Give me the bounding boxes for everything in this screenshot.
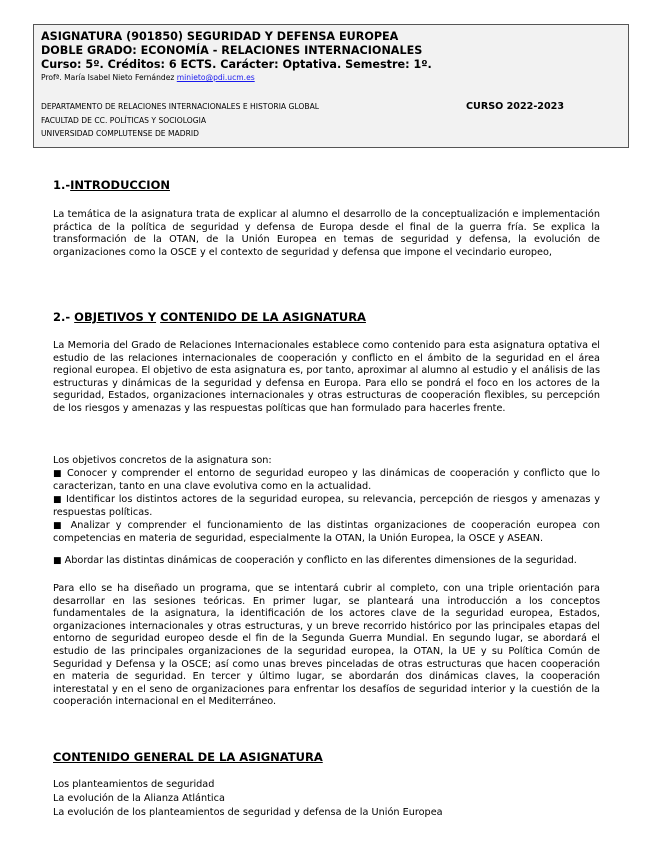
university-line: UNIVERSIDAD COMPLUTENSE DE MADRID	[41, 129, 199, 138]
section-heading-introduccion	[53, 178, 170, 192]
section-title-part1: OBJETIVOS Y	[74, 310, 157, 324]
objectives-paragraph: La Memoria del Grado de Relaciones Internacionales establece como contenido para esta asignatura optativa el estudio de las relaciones internacionales de cooperación y conflicto en el ámbito de la seguridad en el área regional europea. El objetivo de esta asignatura es, por tanto, aproximar al alumno al estudio y el análisis de las estructuras y dinámicas de la seguridad y defensa en Europa. Para ello se pondrá el foco en los actores de la seguridad, Estados, organizaciones internacionales y otras estructuras de cooperación flexibles, su percepción de los riesgos y amenazas y las respuestas políticas que han formulado para hacerles frente.	[53, 340, 600, 414]
content-list-item: La evolución de la Alianza Atlántica	[53, 793, 225, 804]
faculty-line: FACULTAD DE CC. POLÍTICAS Y SOCIOLOGIA	[41, 116, 207, 125]
professor-name: Profª. María Isabel Nieto Fernández	[41, 73, 177, 82]
course-header-box	[33, 24, 629, 148]
content-list-item: Los planteamientos de seguridad	[53, 779, 215, 790]
section-number: 1.-	[53, 178, 71, 192]
section-title: CONTENIDO GENERAL DE LA ASIGNATURA	[53, 750, 323, 764]
objective-item	[53, 468, 600, 493]
objective-text: Analizar y comprender el funcionamiento de las distintas organizaciones de cooperación europea con competencias en materia de seguridad, especialmente la OTAN, la Unión Europea, la OSCE y ASEAN.	[53, 520, 600, 544]
degree-line: DOBLE GRADO: ECONOMÍA - RELACIONES INTERNACIONALES	[41, 44, 423, 57]
section-heading-objetivos	[53, 310, 366, 324]
bullet-icon: ■	[53, 556, 62, 566]
course-details: Curso: 5º. Créditos: 6 ECTS. Carácter: Optativa. Semestre: 1º.	[41, 58, 432, 71]
objective-text: Identificar los distintos actores de la seguridad europea, su relevancia, percepción de riesgos y amenazas y respuestas políticas.	[53, 494, 600, 518]
bullet-icon: ■	[53, 521, 65, 531]
objective-item	[53, 520, 600, 545]
course-title: ASIGNATURA (901850) SEGURIDAD Y DEFENSA EUROPEA	[41, 30, 399, 43]
objective-item	[53, 555, 600, 568]
section-number: 2.-	[53, 310, 71, 324]
program-paragraph: Para ello se ha diseñado un programa, que se intentará cubrir al completo, con una triple orientación para desarrollar en las sesiones teóricas. En primer lugar, se planteará una introducción a los conceptos fundamentales de la asignatura, la identificación de los actores clave de la seguridad europea, Estados, organizaciones internacionales y otras estructuras, y un breve recorrido histórico por las principales etapas del entorno de seguridad europeo desde el fin de la Segunda Guerra Mundial. En segundo lugar, se abordará el estudio de las principales organizaciones de la seguridad europea, la OTAN, la UE y su Política Común de Seguridad y Defensa y la OSCE; así como unas breves pinceladas de otras estructuras que hacen cooperación en materia de seguridad. En tercer y último lugar, se abordarán dos dinámicas claves, la cooperación interestatal y en el seno de organizaciones para enfrentar los desafíos de seguridad interior y la cuestión de la cooperación internacional en el Mediterráneo.	[53, 583, 600, 708]
intro-paragraph: La temática de la asignatura trata de explicar al alumno el desarrollo de la conceptualización e implementación práctica de la política de seguridad y defensa de Europa desde el final de la guerra fría. Se explica la transformación de la OTAN, de la Unión Europea en temas de seguridad y defensa, la evolución de organizaciones como la OSCE y el contexto de seguridad y defensa que impone el vecindario europeo,	[53, 209, 600, 258]
objective-text: Conocer y comprender el entorno de seguridad europeo y las dinámicas de cooperación y conflicto que lo caracterizan, tanto en una clave evolutiva como en la actualidad.	[53, 468, 600, 492]
professor-line	[41, 73, 255, 82]
objectives-intro: Los objetivos concretos de la asignatura son:	[53, 455, 272, 466]
bullet-icon: ■	[53, 495, 63, 505]
department-line: DEPARTAMENTO DE RELACIONES INTERNACIONALES E HISTORIA GLOBAL	[41, 102, 320, 111]
professor-email-link[interactable]: minieto@pdi.ucm.es	[176, 73, 255, 82]
section-title: INTRODUCCION	[70, 178, 170, 192]
section-heading-contenido-general	[53, 750, 323, 764]
bullet-icon: ■	[53, 469, 63, 479]
objective-text: Abordar las distintas dinámicas de cooperación y conflicto en las diferentes dimensiones de la seguridad.	[64, 555, 577, 566]
course-year: CURSO 2022-2023	[466, 101, 565, 112]
content-list-item: La evolución de los planteamientos de seguridad y defensa de la Unión Europea	[53, 807, 443, 818]
objective-item	[53, 494, 600, 519]
section-title-part2: CONTENIDO DE LA ASIGNATURA	[160, 310, 366, 324]
